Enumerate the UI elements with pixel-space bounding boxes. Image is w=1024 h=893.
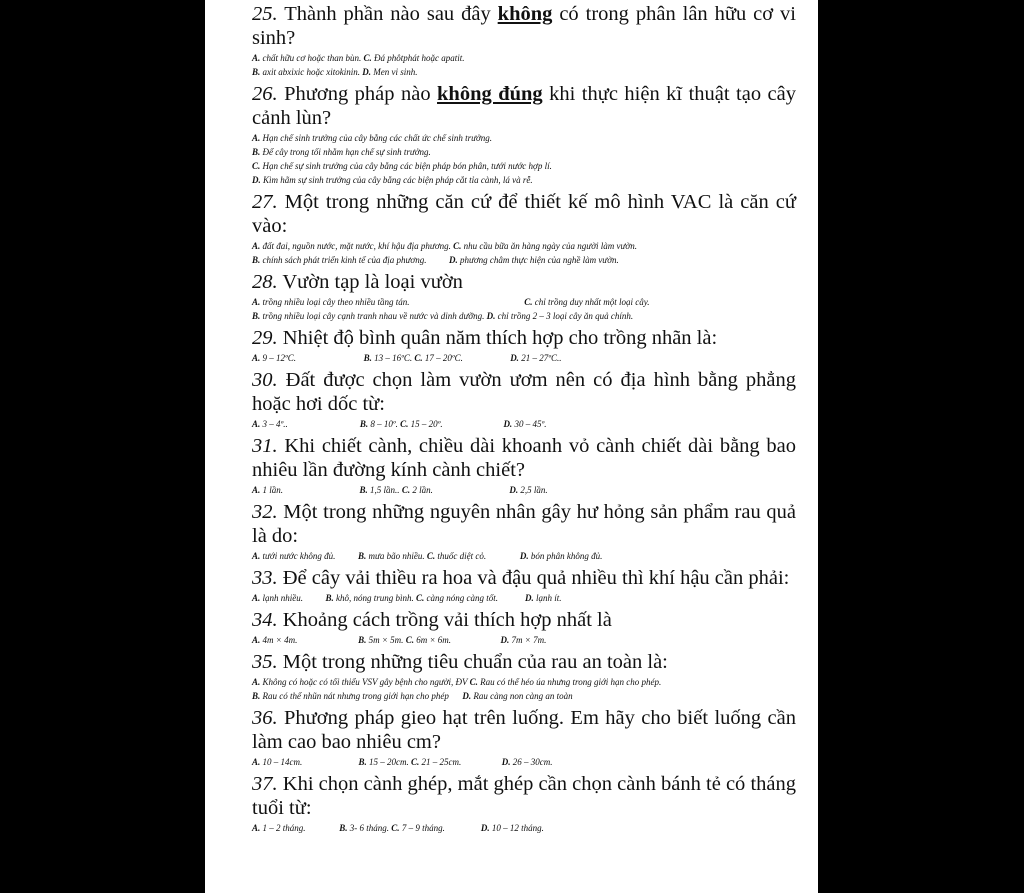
option-letter: D. <box>362 67 374 77</box>
question-stem <box>252 82 796 130</box>
option-letter: B. <box>357 551 369 561</box>
question-number: 37. <box>252 773 278 795</box>
option-letter: A. <box>252 551 263 561</box>
option-text: 2 lần. <box>412 485 510 495</box>
answer-line <box>252 239 796 253</box>
question-number: 29. <box>252 327 278 349</box>
question-block <box>252 706 796 769</box>
option-text: Rau có thể héo úa nhưng trong giới hạn cho phép. <box>480 677 662 687</box>
option-text: phương châm thực hiện của nghề làm vườn. <box>459 255 619 265</box>
answer-line <box>252 145 796 159</box>
question-number: 31. <box>252 435 278 457</box>
option-text: 5m × 5m. <box>368 635 406 645</box>
question-number: 27. <box>252 191 278 213</box>
answer-line <box>252 131 796 145</box>
option-text: 21 – 27ºC.. <box>521 353 562 363</box>
option-letter: C. <box>405 635 417 645</box>
option-letter: D. <box>501 757 513 767</box>
answer-options <box>252 591 796 605</box>
question-block <box>252 608 796 647</box>
option-text: lạnh ít. <box>536 593 562 603</box>
option-letter: C. <box>411 757 422 767</box>
option-text: nhu cầu bữa ăn hàng ngày của người làm vườn. <box>463 241 637 251</box>
question-text: Phương pháp gieo hạt trên luống. Em hãy cho biết luống cần làm cao bao nhiêu cm? <box>252 707 796 753</box>
question-text: Khi chiết cành, chiều dài khoanh vỏ cành chiết dài bằng bao nhiêu lần đường kính cành chiết? <box>252 435 796 481</box>
option-text: Hạn chế sự sinh trưởng của cây bằng các biện pháp bón phân, tưới nước hợp lí. <box>262 161 552 171</box>
option-text: Hạn chế sinh trưởng của cây bằng các chất ức chế sinh trưởng. <box>262 133 493 143</box>
answer-line <box>252 295 796 309</box>
option-letter: C. <box>453 241 464 251</box>
option-letter: C. <box>400 419 411 429</box>
question-block <box>252 270 796 323</box>
question-block <box>252 2 796 79</box>
option-text: Men vi sinh. <box>373 67 418 77</box>
option-letter: C. <box>524 297 535 307</box>
option-text: mưa bão nhiều. <box>368 551 427 561</box>
question-stem <box>252 566 796 590</box>
question-block <box>252 434 796 497</box>
option-text: trồng nhiều loại cây cạnh tranh nhau về nước và dinh dưỡng. <box>262 311 487 321</box>
option-letter: A. <box>252 593 263 603</box>
answer-options <box>252 239 796 267</box>
option-text: 30 – 45º. <box>514 419 547 429</box>
answer-options <box>252 51 796 79</box>
option-text: 1 lần. <box>262 485 360 495</box>
question-stem <box>252 650 796 674</box>
option-text: tưới nước không đủ. <box>262 551 358 561</box>
answer-line <box>252 483 796 497</box>
option-text: đất đai, nguồn nước, mặt nước, khí hậu địa phương. <box>262 241 454 251</box>
option-letter: B. <box>358 635 369 645</box>
option-text: 7 – 9 tháng. <box>401 823 481 833</box>
option-text: 13 – 16ºC. <box>374 353 415 363</box>
answer-options <box>252 131 796 187</box>
option-letter: B. <box>359 419 371 429</box>
question-text: Một trong những tiêu chuẩn của rau an toàn là: <box>277 651 668 673</box>
question-block <box>252 82 796 187</box>
option-text: bón phân không đủ. <box>530 551 603 561</box>
question-stem <box>252 608 796 632</box>
question-keyword: không đúng <box>437 83 543 105</box>
question-text-cont: khi thực hiện kĩ thuật tạo cây cảnh lùn? <box>252 83 796 129</box>
question-number: 26. <box>252 83 278 105</box>
option-letter: C. <box>252 161 263 171</box>
answer-line <box>252 549 796 563</box>
option-text: 4m × 4m. <box>262 635 359 645</box>
option-letter: D. <box>503 419 515 429</box>
question-text: Nhiệt độ bình quân năm thích hợp cho trồng nhãn là: <box>277 327 718 349</box>
question-text: Một trong những căn cứ để thiết kế mô hình VAC là căn cứ vào: <box>252 191 796 237</box>
option-letter: D. <box>252 175 263 185</box>
question-number: 33. <box>252 567 278 589</box>
option-text: 2,5 lần. <box>520 485 548 495</box>
question-text: Một trong những nguyên nhân gây hư hỏng sản phẩm rau quả là do: <box>252 501 796 547</box>
question-text: Khoảng cách trồng vải thích hợp nhất là <box>277 609 612 631</box>
option-text: 17 – 20ºC. <box>424 353 511 363</box>
option-text: 1 – 2 tháng. <box>262 823 340 833</box>
option-text: Kìm hãm sự sinh trưởng của cây bằng các biện pháp cắt tỉa cành, lá và rễ. <box>263 175 533 185</box>
answer-line <box>252 173 796 187</box>
option-letter: C. <box>426 551 438 561</box>
option-letter: D. <box>525 593 537 603</box>
answer-options <box>252 417 796 431</box>
question-stem <box>252 500 796 548</box>
option-letter: B. <box>252 311 263 321</box>
question-text: Để cây vải thiều ra hoa và đậu quả nhiều thì khí hậu cần phải: <box>277 567 790 589</box>
option-letter: A. <box>252 297 263 307</box>
question-text: Thành phần nào sau đây <box>277 3 498 25</box>
option-text: khô, nóng trung bình. <box>336 593 417 603</box>
option-text: Đá phôtphát hoặc apatit. <box>373 53 465 63</box>
option-text: trồng nhiều loại cây theo nhiều tầng tán. <box>262 297 525 307</box>
option-letter: C. <box>416 593 427 603</box>
option-text: 7m × 7m. <box>511 635 547 645</box>
option-letter: B. <box>359 485 371 495</box>
answer-line <box>252 689 796 703</box>
question-block <box>252 190 796 267</box>
question-number: 34. <box>252 609 278 631</box>
question-text: Vườn tạp là loại vườn <box>277 271 463 293</box>
question-number: 36. <box>252 707 278 729</box>
question-number: 25. <box>252 3 278 25</box>
option-letter: B. <box>252 147 263 157</box>
option-text: Rau có thể nhũn nát nhưng trong giới hạn cho phép <box>262 691 463 701</box>
option-letter: D. <box>519 551 531 561</box>
option-letter: D. <box>510 353 522 363</box>
option-letter: C. <box>469 677 481 687</box>
option-letter: C. <box>414 353 425 363</box>
answer-options <box>252 821 796 835</box>
answer-options <box>252 633 796 647</box>
option-text: thuốc diệt cỏ. <box>437 551 520 561</box>
option-text: 3- 6 tháng. <box>349 823 392 833</box>
question-number: 35. <box>252 651 278 673</box>
answer-options <box>252 549 796 563</box>
option-letter: B. <box>252 67 263 77</box>
option-text: axit abxixic hoặc xitokinin. <box>262 67 363 77</box>
question-keyword: không <box>497 3 553 25</box>
answer-line <box>252 821 796 835</box>
option-text: 9 – 12ºC. <box>262 353 364 363</box>
question-stem <box>252 270 796 294</box>
option-letter: D. <box>500 635 512 645</box>
option-letter: D. <box>462 691 474 701</box>
question-stem <box>252 326 796 350</box>
question-block <box>252 326 796 365</box>
answer-options <box>252 483 796 497</box>
question-block <box>252 650 796 703</box>
answer-line <box>252 591 796 605</box>
option-text: lạnh nhiều. <box>262 593 326 603</box>
answer-options <box>252 675 796 703</box>
option-text: càng nóng càng tốt. <box>426 593 526 603</box>
option-text: 10 – 14cm. <box>262 757 359 767</box>
option-letter: A. <box>252 353 263 363</box>
option-letter: A. <box>252 635 263 645</box>
question-list <box>252 2 796 835</box>
option-letter: B. <box>358 757 370 767</box>
answer-line <box>252 309 796 323</box>
answer-line <box>252 65 796 79</box>
option-text: chính sách phát triển kinh tế của địa phương. <box>262 255 449 265</box>
option-letter: B. <box>252 691 263 701</box>
answer-line <box>252 351 796 365</box>
answer-line <box>252 253 796 267</box>
option-letter: B. <box>339 823 350 833</box>
answer-options <box>252 351 796 365</box>
option-letter: D. <box>480 823 492 833</box>
question-block <box>252 368 796 431</box>
option-letter: B. <box>252 255 263 265</box>
option-text: Rau càng non càng an toàn <box>473 691 573 701</box>
answer-line <box>252 159 796 173</box>
option-letter: A. <box>252 677 263 687</box>
option-letter: A. <box>252 757 263 767</box>
answer-line <box>252 417 796 431</box>
question-block <box>252 772 796 835</box>
option-text: 8 – 10º. <box>370 419 401 429</box>
option-letter: C. <box>363 53 374 63</box>
question-text: Khi chọn cành ghép, mắt ghép cần chọn cành bánh tẻ có tháng tuổi từ: <box>252 773 796 819</box>
question-text: Đất được chọn làm vườn ươm nên có địa hình bằng phẳng hoặc hơi dốc từ: <box>252 369 796 415</box>
option-text: 10 – 12 tháng. <box>491 823 544 833</box>
option-letter: C. <box>401 485 413 495</box>
question-number: 28. <box>252 271 278 293</box>
question-stem <box>252 434 796 482</box>
option-text: Để cây trong tối nhằm hạn chế sự sinh trưởng. <box>262 147 431 157</box>
question-number: 32. <box>252 501 278 523</box>
question-stem <box>252 368 796 416</box>
option-letter: B. <box>325 593 337 603</box>
answer-line <box>252 633 796 647</box>
question-number: 30. <box>252 369 278 391</box>
question-stem <box>252 2 796 50</box>
option-text: 15 – 20º. <box>410 419 504 429</box>
option-letter: A. <box>252 133 263 143</box>
question-block <box>252 566 796 605</box>
option-letter: D. <box>486 311 498 321</box>
option-text: 26 – 30cm. <box>512 757 553 767</box>
option-text: 1,5 lần.. <box>370 485 402 495</box>
answer-options <box>252 295 796 323</box>
option-text: Không có hoặc có tối thiểu VSV gây bệnh cho người, ĐV <box>262 677 470 687</box>
option-text: chỉ trồng duy nhất một loại cây. <box>534 297 650 307</box>
question-stem <box>252 706 796 754</box>
answer-line <box>252 675 796 689</box>
question-stem <box>252 772 796 820</box>
answer-line <box>252 51 796 65</box>
option-text: 6m × 6m. <box>416 635 501 645</box>
option-text: 21 – 25cm. <box>421 757 502 767</box>
option-letter: A. <box>252 485 263 495</box>
document-page <box>205 0 818 893</box>
option-letter: D. <box>448 255 460 265</box>
option-letter: B. <box>363 353 375 363</box>
answer-options <box>252 755 796 769</box>
option-text: chất hữu cơ hoặc than bùn. <box>262 53 364 63</box>
option-letter: C. <box>391 823 402 833</box>
answer-line <box>252 755 796 769</box>
option-letter: A. <box>252 823 263 833</box>
option-text: 3 – 4º.. <box>262 419 360 429</box>
option-letter: A. <box>252 419 263 429</box>
question-block <box>252 500 796 563</box>
question-stem <box>252 190 796 238</box>
option-letter: A. <box>252 53 263 63</box>
option-letter: D. <box>509 485 521 495</box>
question-text: Phương pháp nào <box>277 83 438 105</box>
option-text: chỉ trồng 2 – 3 loại cây ăn quả chính. <box>497 311 634 321</box>
question-text-cont: có trong phân lân hữu cơ vi sinh? <box>252 3 797 49</box>
option-text: 15 – 20cm. <box>369 757 412 767</box>
option-letter: A. <box>252 241 263 251</box>
